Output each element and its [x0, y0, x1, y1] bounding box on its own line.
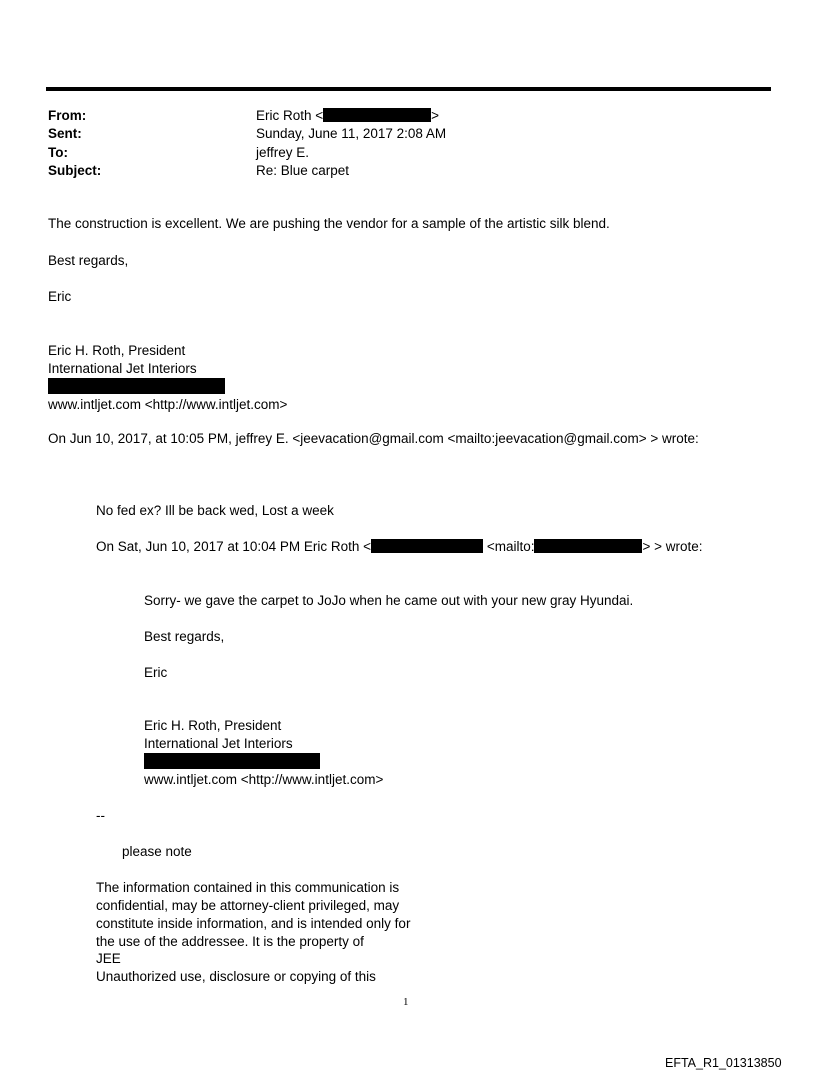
subject-value: Re: Blue carpet	[256, 163, 350, 178]
subject-label: Subject:	[48, 163, 102, 178]
disclaimer-line: the use of the addressee. It is the property of	[96, 934, 364, 949]
quoted-header-2-c: > > wrote:	[642, 539, 703, 554]
quoted-message-2: Sorry- we gave the carpet to JoJo when he came out with your new gray Hyundai.	[144, 593, 634, 608]
quoted-header-2-a: On Sat, Jun 10, 2017 at 10:04 PM Eric Roth <	[96, 539, 372, 554]
quoted-header-2	[96, 539, 703, 555]
disclaimer-line: Unauthorized use, disclosure or copying of this	[96, 969, 376, 984]
redaction-bar	[48, 378, 225, 394]
redaction-bar	[534, 539, 642, 553]
from-label: From:	[48, 108, 87, 123]
page-number: 1	[403, 996, 409, 1008]
from-name: Eric Roth <	[256, 108, 324, 123]
signature-website: www.intljet.com <http://www.intljet.com>	[48, 397, 288, 412]
disclaimer-line: confidential, may be attorney-client privileged, may	[96, 898, 400, 913]
header-rule	[46, 87, 771, 91]
body-paragraph: The construction is excellent. We are pushing the vendor for a sample of the artistic silk blend.	[48, 216, 610, 231]
signature-company: International Jet Interiors	[48, 361, 197, 376]
disclaimer-line: JEE	[96, 951, 121, 966]
quote-header: On Jun 10, 2017, at 10:05 PM, jeffrey E. <jeevacation@gmail.com <mailto:jeevacation@gmail.com> > wrote:	[48, 431, 699, 446]
sent-label: Sent:	[48, 126, 82, 141]
quoted-header-2-b: <mailto:	[486, 539, 535, 554]
from-suffix: >	[431, 108, 440, 123]
quoted-name: Eric	[144, 665, 168, 680]
redaction-bar	[371, 539, 483, 553]
quoted-regards: Best regards,	[144, 629, 225, 644]
body-regards: Best regards,	[48, 253, 129, 268]
disclaimer-line: constitute inside information, and is intended only for	[96, 916, 411, 931]
to-value: jeffrey E.	[256, 145, 310, 160]
separator-dashes: --	[96, 808, 105, 823]
disclaimer-line: The information contained in this communication is	[96, 880, 400, 895]
signature-name: Eric H. Roth, President	[48, 343, 186, 358]
quoted-message-1: No fed ex? Ill be back wed, Lost a week	[96, 503, 334, 518]
quoted-signature-name: Eric H. Roth, President	[144, 718, 282, 733]
please-note: please note	[122, 844, 192, 859]
quoted-signature-company: International Jet Interiors	[144, 736, 293, 751]
sent-value: Sunday, June 11, 2017 2:08 AM	[256, 126, 447, 141]
to-label: To:	[48, 145, 68, 160]
from-value	[256, 108, 439, 124]
redaction-bar	[323, 108, 431, 122]
quoted-signature-website: www.intljet.com <http://www.intljet.com>	[144, 772, 384, 787]
body-name: Eric	[48, 289, 72, 304]
bates-number: EFTA_R1_01313850	[665, 1056, 782, 1070]
redaction-bar	[144, 753, 320, 769]
